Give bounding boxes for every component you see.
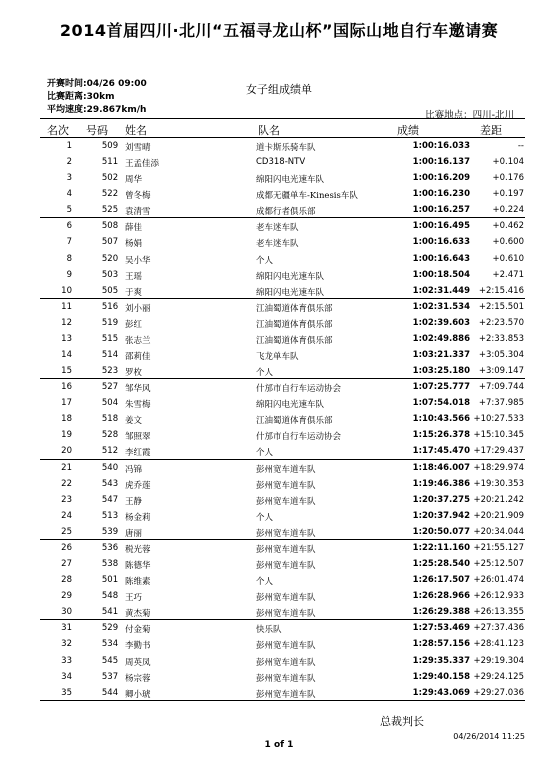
table-row — [40, 379, 525, 395]
table-row — [40, 492, 525, 508]
rider-name-cell: 冯锦 — [125, 464, 143, 475]
finish-time-cell: 1:03:25.180 — [412, 366, 470, 377]
time-gap-cell: +0.462 — [492, 221, 524, 232]
time-gap-cell: +7:09.744 — [478, 382, 524, 393]
table-row — [40, 347, 525, 363]
rank-cell: 33 — [61, 655, 72, 666]
table-row — [40, 572, 525, 588]
bib-number-cell: 519 — [101, 317, 119, 328]
rider-name-cell: 刘小丽 — [125, 303, 151, 314]
team-name-cell: 个人 — [256, 255, 274, 266]
header-result: 成绩 — [397, 124, 419, 137]
team-name-cell: 彭州宽车道车队 — [256, 544, 316, 555]
rank-cell: 30 — [61, 607, 72, 618]
team-name-cell: 绵阳闪电光速车队 — [256, 271, 325, 282]
bib-number-cell: 523 — [101, 366, 119, 377]
bib-number-cell: 534 — [101, 639, 119, 650]
finish-time-cell: 1:00:16.033 — [412, 141, 470, 151]
team-name-cell: 彭州宽车道车队 — [256, 657, 316, 668]
bib-number-cell: 529 — [101, 623, 119, 634]
page-number: 1 of 1 — [264, 740, 294, 750]
team-name-cell: 快乐队 — [256, 625, 282, 636]
team-name-cell: 个人 — [256, 512, 274, 523]
bib-number-cell: 515 — [101, 333, 119, 344]
team-name-cell: 江油蜀道体育俱乐部 — [256, 303, 333, 314]
rider-name-cell: 袁清雪 — [125, 207, 151, 218]
print-timestamp: 04/26/2014 11:25 — [453, 732, 525, 741]
rank-cell: 12 — [61, 317, 72, 328]
table-row — [40, 524, 525, 540]
rider-name-cell: 虎乔莲 — [125, 480, 151, 491]
header-name: 姓名 — [125, 124, 147, 137]
finish-time-cell: 1:15:26.378 — [412, 430, 470, 441]
bib-number-cell: 520 — [101, 253, 119, 264]
rider-name-cell: 杨金莉 — [125, 512, 151, 523]
time-gap-cell: +2.471 — [492, 269, 524, 280]
rank-cell: 18 — [61, 414, 72, 425]
team-name-cell: 彭州宽车道车队 — [256, 561, 316, 572]
finish-time-cell: 1:00:16.643 — [412, 253, 470, 264]
finish-time-cell: 1:22:11.160 — [412, 542, 470, 553]
rider-name-cell: 卿小琥 — [125, 689, 151, 700]
finish-time-cell: 1:27:53.469 — [412, 623, 470, 634]
team-name-cell: 什邡市自行车运动协会 — [256, 432, 342, 443]
bib-number-cell: 522 — [101, 189, 119, 200]
bib-number-cell: 537 — [101, 671, 119, 682]
rider-name-cell: 王巧 — [125, 593, 143, 604]
team-name-cell: 绵阳闪电光速车队 — [256, 175, 325, 186]
rank-cell: 10 — [61, 285, 72, 296]
bib-number-cell: 514 — [101, 350, 119, 361]
finish-time-cell: 1:26:28.966 — [412, 591, 470, 602]
team-name-cell: 彭州宽车道车队 — [256, 641, 316, 652]
start-time: 开赛时间:04/26 09:00 — [47, 79, 147, 89]
rider-name-cell: 朱雪梅 — [125, 400, 151, 411]
rider-name-cell: 吴小华 — [125, 255, 151, 266]
finish-time-cell: 1:19:46.386 — [412, 478, 470, 489]
rider-name-cell: 邹照翠 — [125, 432, 151, 443]
table-row — [40, 460, 525, 476]
time-gap-cell: +7:37.985 — [478, 398, 524, 409]
bib-number-cell: 539 — [101, 526, 119, 537]
time-gap-cell: +27:37.436 — [473, 623, 524, 634]
table-row — [40, 540, 525, 556]
bib-number-cell: 527 — [101, 382, 119, 393]
finish-time-cell: 1:02:31.534 — [412, 301, 470, 312]
finish-time-cell: 1:20:50.077 — [412, 526, 470, 537]
rider-name-cell: 曾冬梅 — [125, 191, 151, 202]
bib-number-cell: 504 — [101, 398, 119, 409]
bib-number-cell: 544 — [101, 687, 119, 698]
rider-name-cell: 唐丽 — [125, 528, 143, 539]
finish-time-cell: 1:10:43.566 — [412, 414, 470, 425]
team-name-cell: 江油蜀道体育俱乐部 — [256, 319, 333, 330]
rank-cell: 31 — [61, 623, 72, 634]
table-row — [40, 653, 525, 669]
time-gap-cell: +18:29.974 — [473, 462, 524, 473]
rank-cell: 6 — [66, 221, 72, 232]
table-row — [40, 218, 525, 234]
rank-cell: 14 — [61, 350, 72, 361]
bib-number-cell: 547 — [101, 494, 119, 505]
finish-time-cell: 1:29:35.337 — [412, 655, 470, 666]
rider-name-cell: 杨宗蓉 — [125, 673, 151, 684]
team-name-cell: 彭州宽车道车队 — [256, 689, 316, 700]
bib-number-cell: 525 — [101, 205, 119, 216]
table-row — [40, 508, 525, 524]
bib-number-cell: 541 — [101, 607, 119, 618]
bib-number-cell: 548 — [101, 591, 119, 602]
header-rank: 名次 — [47, 124, 69, 137]
finish-time-cell: 1:00:16.495 — [412, 221, 470, 232]
rider-name-cell: 姜文 — [125, 416, 143, 427]
finish-time-cell: 1:00:16.230 — [412, 189, 470, 200]
bib-number-cell: 502 — [101, 173, 119, 184]
team-name-cell: 彭州宽车道车队 — [256, 496, 316, 507]
time-gap-cell: +0.610 — [492, 253, 524, 264]
finish-time-cell: 1:18:46.007 — [412, 462, 470, 473]
header-top-rule — [40, 118, 525, 119]
table-row — [40, 685, 525, 701]
results-table — [40, 138, 525, 701]
team-name-cell: 个人 — [256, 368, 274, 379]
rider-name-cell: 陈德华 — [125, 561, 151, 572]
rank-cell: 24 — [61, 510, 72, 521]
rank-cell: 2 — [66, 157, 72, 168]
time-gap-cell: +29:27.036 — [473, 687, 524, 698]
finish-time-cell: 1:02:39.603 — [412, 317, 470, 328]
rider-name-cell: 周英凤 — [125, 657, 151, 668]
rider-name-cell: 邵莉佳 — [125, 352, 151, 363]
team-name-cell: 江油蜀道体育俱乐部 — [256, 335, 333, 346]
finish-time-cell: 1:26:29.388 — [412, 607, 470, 618]
bib-number-cell: 536 — [101, 542, 119, 553]
table-row — [40, 154, 525, 170]
rider-name-cell: 周华 — [125, 175, 143, 186]
bib-number-cell: 543 — [101, 478, 119, 489]
rank-cell: 19 — [61, 430, 72, 441]
rank-cell: 17 — [61, 398, 72, 409]
time-gap-cell: +0.224 — [492, 205, 524, 216]
table-row — [40, 331, 525, 347]
rider-name-cell: 李红霞 — [125, 448, 151, 459]
table-row — [40, 556, 525, 572]
finish-time-cell: 1:29:40.158 — [412, 671, 470, 682]
rank-cell: 34 — [61, 671, 72, 682]
time-gap-cell: +2:15.416 — [478, 285, 524, 296]
rider-name-cell: 罗枚 — [125, 368, 143, 379]
team-name-cell: 个人 — [256, 448, 274, 459]
team-name-cell: 彭州宽车道车队 — [256, 464, 316, 475]
rank-cell: 29 — [61, 591, 72, 602]
team-name-cell: 彭州宽车道车队 — [256, 609, 316, 620]
bib-number-cell: 507 — [101, 237, 119, 248]
rider-name-cell: 于爽 — [125, 287, 143, 298]
rank-cell: 9 — [66, 269, 72, 280]
team-name-cell: 绵阳闪电光速车队 — [256, 287, 325, 298]
time-gap-cell: +26:01.474 — [473, 575, 524, 586]
time-gap-cell: +2:23.570 — [478, 317, 524, 328]
table-row — [40, 411, 525, 427]
finish-time-cell: 1:00:16.257 — [412, 205, 470, 216]
rank-cell: 26 — [61, 542, 72, 553]
rider-name-cell: 王瑶 — [125, 271, 143, 282]
rider-name-cell: 黄杰菊 — [125, 609, 151, 620]
table-row — [40, 636, 525, 652]
finish-time-cell: 1:25:28.540 — [412, 559, 470, 570]
bib-number-cell: 516 — [101, 301, 119, 312]
team-name-cell: 个人 — [256, 577, 274, 588]
header-team: 队名 — [258, 124, 280, 137]
finish-time-cell: 1:00:18.504 — [412, 269, 470, 280]
team-name-cell: 江油蜀道体育俱乐部 — [256, 416, 333, 427]
table-row — [40, 620, 525, 636]
finish-time-cell: 1:20:37.275 — [412, 494, 470, 505]
finish-time-cell: 1:29:43.069 — [412, 687, 470, 698]
table-row — [40, 476, 525, 492]
time-gap-cell: +0.176 — [492, 173, 524, 184]
time-gap-cell: -- — [517, 141, 524, 151]
time-gap-cell: +2:15.501 — [478, 301, 524, 312]
table-row — [40, 315, 525, 331]
time-gap-cell: +0.104 — [492, 157, 524, 168]
table-row — [40, 234, 525, 250]
time-gap-cell: +3:05.304 — [478, 350, 524, 361]
team-name-cell: 彭州宽车道车队 — [256, 673, 316, 684]
table-row — [40, 267, 525, 283]
table-row — [40, 669, 525, 685]
time-gap-cell: +21:55.127 — [473, 542, 524, 553]
team-name-cell: 老车迷车队 — [256, 239, 299, 250]
rank-cell: 13 — [61, 333, 72, 344]
average-speed: 平均速度:29.867km/h — [47, 105, 147, 115]
rider-name-cell: 彭红 — [125, 319, 143, 330]
finish-time-cell: 1:28:57.156 — [412, 639, 470, 650]
rank-cell: 8 — [66, 253, 72, 264]
bib-number-cell: 509 — [101, 141, 119, 151]
time-gap-cell: +3:09.147 — [478, 366, 524, 377]
rider-name-cell: 邹华风 — [125, 384, 151, 395]
finish-time-cell: 1:07:54.018 — [412, 398, 470, 409]
team-name-cell: 成都无疆单车-Kinesis车队 — [256, 191, 358, 202]
bib-number-cell: 513 — [101, 510, 119, 521]
team-name-cell: 道卡斯乐骑车队 — [256, 143, 316, 153]
table-row — [40, 363, 525, 379]
table-row — [40, 427, 525, 443]
rider-name-cell: 税光蓉 — [125, 544, 151, 555]
team-name-cell: 成都行者俱乐部 — [256, 207, 316, 218]
bib-number-cell: 540 — [101, 462, 119, 473]
rank-cell: 15 — [61, 366, 72, 377]
bib-number-cell: 538 — [101, 559, 119, 570]
time-gap-cell: +20:34.044 — [473, 526, 524, 537]
finish-time-cell: 1:07:25.777 — [412, 382, 470, 393]
time-gap-cell: +29:24.125 — [473, 671, 524, 682]
rider-name-cell: 付金菊 — [125, 625, 151, 636]
table-row — [40, 170, 525, 186]
finish-time-cell: 1:17:45.470 — [412, 446, 470, 457]
rank-cell: 35 — [61, 687, 72, 698]
rank-cell: 23 — [61, 494, 72, 505]
rider-name-cell: 李勤书 — [125, 641, 151, 652]
team-name-cell: 彭州宽车道车队 — [256, 528, 316, 539]
time-gap-cell: +26:13.355 — [473, 607, 524, 618]
rider-name-cell: 刘雪晴 — [125, 143, 151, 153]
time-gap-cell: +20:21.909 — [473, 510, 524, 521]
table-row — [40, 299, 525, 315]
rank-cell: 20 — [61, 446, 72, 457]
rank-cell: 22 — [61, 478, 72, 489]
rank-cell: 11 — [61, 301, 72, 312]
table-row — [40, 202, 525, 218]
bib-number-cell: 511 — [101, 157, 119, 168]
time-gap-cell: +28:41.123 — [473, 639, 524, 650]
header-number: 号码 — [86, 124, 108, 137]
finish-time-cell: 1:00:16.209 — [412, 173, 470, 184]
team-name-cell: 绵阳闪电光速车队 — [256, 400, 325, 411]
rank-cell: 32 — [61, 639, 72, 650]
rider-name-cell: 杨娟 — [125, 239, 143, 250]
table-row — [40, 251, 525, 267]
team-name-cell: 彭州宽车道车队 — [256, 480, 316, 491]
rank-cell: 4 — [66, 189, 72, 200]
bib-number-cell: 545 — [101, 655, 119, 666]
rider-name-cell: 张志兰 — [125, 335, 151, 346]
time-gap-cell: +15:10.345 — [473, 430, 524, 441]
rank-cell: 27 — [61, 559, 72, 570]
table-row — [40, 604, 525, 620]
rank-cell: 28 — [61, 575, 72, 586]
page-title: 2014首届四川·北川“五福寻龙山杯”国际山地自行车邀请赛 — [59, 21, 499, 40]
rider-name-cell: 王孟佳添 — [125, 159, 160, 170]
time-gap-cell: +2:33.853 — [478, 333, 524, 344]
rank-cell: 25 — [61, 526, 72, 537]
time-gap-cell: +19:30.353 — [473, 478, 524, 489]
table-row — [40, 588, 525, 604]
time-gap-cell: +26:12.933 — [473, 591, 524, 602]
table-row — [40, 186, 525, 202]
rank-cell: 7 — [66, 237, 72, 248]
bib-number-cell: 503 — [101, 269, 119, 280]
rank-cell: 21 — [61, 462, 72, 473]
bib-number-cell: 505 — [101, 285, 119, 296]
time-gap-cell: +17:29.437 — [473, 446, 524, 457]
bib-number-cell: 512 — [101, 446, 119, 457]
time-gap-cell: +25:12.507 — [473, 559, 524, 570]
team-name-cell: 老车迷车队 — [256, 223, 299, 234]
time-gap-cell: +20:21.242 — [473, 494, 524, 505]
rank-cell: 1 — [66, 141, 72, 151]
rank-cell: 5 — [66, 205, 72, 216]
finish-time-cell: 1:00:16.137 — [412, 157, 470, 168]
finish-time-cell: 1:00:16.633 — [412, 237, 470, 248]
time-gap-cell: +0.197 — [492, 189, 524, 200]
time-gap-cell: +29:19.304 — [473, 655, 524, 666]
bib-number-cell: 501 — [101, 575, 119, 586]
rider-name-cell: 陈维素 — [125, 577, 151, 588]
finish-time-cell: 1:26:17.507 — [412, 575, 470, 586]
team-name-cell: 彭州宽车道车队 — [256, 593, 316, 604]
race-distance: 比赛距离:30km — [47, 92, 115, 102]
bib-number-cell: 508 — [101, 221, 119, 232]
rider-name-cell: 薛佳 — [125, 223, 143, 234]
finish-time-cell: 1:02:31.449 — [412, 285, 470, 296]
finish-time-cell: 1:02:49.886 — [412, 333, 470, 344]
header-gap: 差距 — [480, 124, 502, 137]
time-gap-cell: +0.600 — [492, 237, 524, 248]
chief-judge-label: 总裁判长 — [380, 715, 424, 728]
table-row — [40, 283, 525, 299]
team-name-cell: 什邡市自行车运动协会 — [256, 384, 342, 395]
table-row — [40, 395, 525, 411]
table-row — [40, 443, 525, 459]
rank-cell: 3 — [66, 173, 72, 184]
rider-name-cell: 王静 — [125, 496, 143, 507]
finish-time-cell: 1:03:21.337 — [412, 350, 470, 361]
team-name-cell: CD318-NTV — [256, 157, 306, 168]
race-venue: 比赛地点：四川-北川 — [425, 110, 514, 121]
results-subtitle: 女子组成绩单 — [246, 83, 312, 96]
finish-time-cell: 1:20:37.942 — [412, 510, 470, 521]
rank-cell: 16 — [61, 382, 72, 393]
time-gap-cell: +10:27.533 — [473, 414, 524, 425]
table-row — [40, 138, 525, 154]
team-name-cell: 飞龙单车队 — [256, 352, 299, 363]
bib-number-cell: 528 — [101, 430, 119, 441]
bib-number-cell: 518 — [101, 414, 119, 425]
